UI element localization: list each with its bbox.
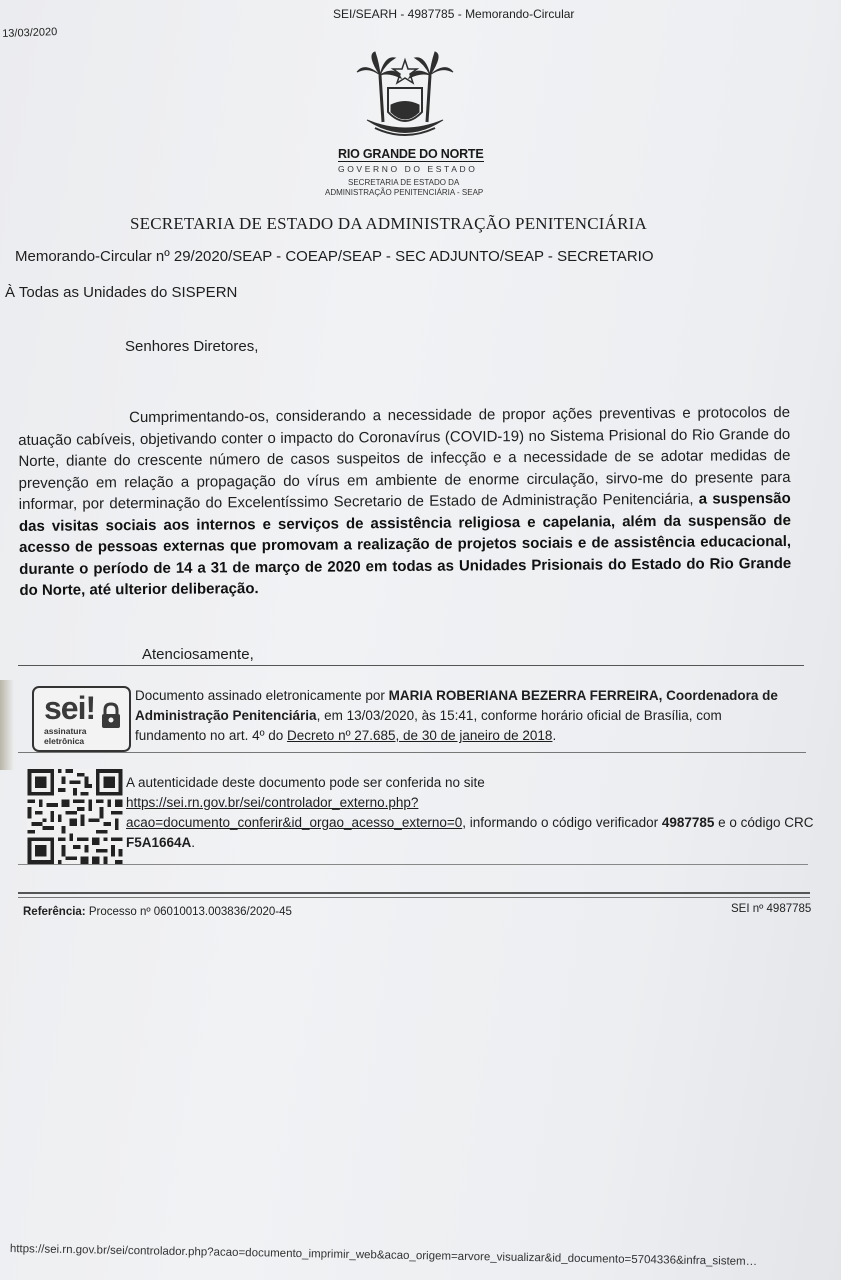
crc-code: F5A1664A (126, 835, 192, 850)
state-name: RIO GRANDE DO NORTE (338, 147, 484, 161)
closing: Atenciosamente, (142, 646, 254, 663)
secretariat-line-2: ADMINISTRAÇÃO PENITENCIÁRIA - SEAP (325, 188, 484, 197)
salutation: Senhores Diretores, (125, 338, 259, 355)
authenticity-end: . (191, 835, 196, 850)
body-paragraph (18, 402, 791, 602)
padlock-icon (100, 702, 122, 730)
signer-name: MARIA ROBERIANA BEZERRA FERREIRA (388, 688, 659, 703)
divider (18, 897, 810, 898)
verifier-code: 4987785 (661, 815, 715, 830)
process-reference (23, 906, 292, 918)
header-doc-ref: SEI/SEARH - 4987785 - Memorando-Circular (333, 7, 575, 21)
authenticity-text (126, 773, 816, 853)
memo-number: Memorando-Circular nº 29/2020/SEAP - COEAP/SEAP - SEC ADJUNTO/SEAP - SECRETARIO (15, 248, 654, 265)
signature-text (135, 686, 795, 746)
divider (18, 752, 806, 753)
divider (18, 864, 808, 865)
verification-url-part-2[interactable]: acao=documento_conferir&id_orgao_acesso_externo=0 (126, 815, 463, 830)
document-title: SECRETARIA DE ESTADO DA ADMINISTRAÇÃO PENITENCIÁRIA (130, 214, 648, 233)
signature-end: . (552, 728, 557, 743)
government-label: GOVERNO DO ESTADO (338, 164, 478, 174)
sei-signature-badge (32, 686, 131, 752)
signature-prefix: Documento assinado eletronicamente por (135, 688, 389, 703)
header-print-date: 13/03/2020 (2, 26, 58, 40)
signature-details: , em 13/03/2020, às 15:41, conforme horário oficial de Brasília, com fundamento no art. 4º do (135, 708, 722, 743)
sei-badge-line-2: eletrônica (44, 736, 85, 746)
divider (18, 665, 804, 666)
sei-badge-line-1: assinatura (44, 726, 87, 736)
signature-separator: , (658, 688, 667, 703)
body-regular-text: Cumprimentando-os, considerando a necessidade de propor ações preventivas e protocolos de atuação cabíveis, objetivando conter o impacto do Coronavírus (COVID-19) no Sistema Prisional do Rio Grande do Norte, diante do crescente número de casos suspeitos de infecção e a necessidade de se adotar medidas de prevenção em relação a propagação do vírus em ambiente de enorme circulação, sirvo-me do presente para informar, por determinação do Excelentíssimo Secretario de Estado de Administração Penitenciária, (18, 403, 791, 513)
authenticity-mid-2: e o código CRC (714, 815, 814, 830)
recipient: À Todas as Unidades do SISPERN (5, 284, 238, 301)
rn-state-coat-of-arms-icon (355, 50, 455, 145)
decree-link[interactable]: Decreto nº 27.685, de 30 de janeiro de 2018 (287, 728, 553, 743)
reference-label: Referência: (23, 906, 86, 918)
signer-role: Coordenadora de Administração Penitenciária (135, 688, 778, 723)
sei-badge-word: sei! (44, 690, 96, 726)
body-bold-text: a suspensão das visitas sociais aos internos e serviços de assistência religiosa e capelania, além da suspensão de acesso de pessoas externas que promovam a realização de projetos sociais e de assistência educacional, durante o período de 14 a 31 de março de 2020 em todas as Unidades Prisionais do Estado do Rio Grande do Norte, até ulterior deliberação. (18, 489, 792, 599)
verification-url-part-1[interactable]: https://sei.rn.gov.br/sei/controlador_externo.php? (126, 795, 419, 810)
secretariat-line-1: SECRETARIA DE ESTADO DA (348, 178, 460, 187)
print-url: https://sei.rn.gov.br/sei/controlador.php?acao=documento_imprimir_web&acao_origem=arvore_visualizar&id_documento=5704336&infra_sistem… (9, 1243, 758, 1269)
sei-number: SEI nº 4987785 (731, 903, 812, 915)
divider (18, 892, 810, 894)
authenticity-mid: , informando o código verificador (462, 815, 662, 830)
authenticity-intro: A autenticidade deste documento pode ser conferida no site (126, 775, 485, 790)
qr-code-icon (27, 769, 123, 864)
page-edge-shadow (0, 680, 14, 770)
reference-value: Processo nº 06010013.003836/2020-45 (85, 906, 292, 918)
